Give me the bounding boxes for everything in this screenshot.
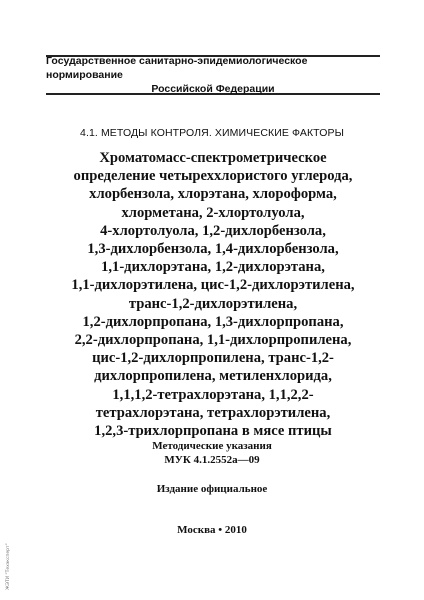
title-line: 1,2-дихлорпропана, 1,3-дихлорпропана, [82, 313, 344, 330]
title-line: хлорбензола, хлорэтана, хлороформа, [89, 186, 337, 203]
document-title [30, 149, 396, 440]
guidelines-label: Методические указания [152, 440, 272, 452]
title-line: 1,2,3-трихлорпропана в мясе птицы [94, 423, 332, 440]
watermark-text: ЖЭТИ "Техэксперт" [6, 543, 11, 590]
section-heading: 4.1. МЕТОДЫ КОНТРОЛЯ. ХИМИЧЕСКИЕ ФАКТОРЫ [80, 127, 344, 139]
title-line: определение четыреххлористого углерода, [73, 168, 353, 185]
header-line-1: Государственное санитарно-эпидемиологическое нормирование [46, 55, 308, 81]
title-line: 2,2-дихлорпропана, 1,1-дихлорпропилена, [74, 332, 352, 349]
guidelines-block [0, 439, 424, 467]
title-line: 1,1-дихлорэтана, 1,2-дихлорэтана, [101, 259, 325, 276]
header-line-2: Российской Федерации [151, 83, 275, 95]
document-code: МУК 4.1.2552а—09 [164, 454, 260, 466]
title-line: тетрахлорэтана, тетрахлорэтилена, [95, 404, 331, 421]
title-line: цис-1,2-дихлорпропилена, транс-1,2- [92, 350, 334, 367]
header-box [46, 55, 380, 95]
edition-label: Издание официальное [156, 483, 268, 495]
title-line: Хроматомасс-спектрометрическое [99, 150, 327, 166]
title-line: дихлорпропилена, метиленхлорида, [94, 368, 332, 385]
title-line: 1,1,1,2-тетрахлорэтана, 1,1,2,2- [112, 386, 314, 403]
city-year: Москва • 2010 [177, 524, 247, 536]
title-line: транс-1,2-дихлорэтилена, [128, 295, 298, 312]
title-line: 1,3-дихлорбензола, 1,4-дихлорбензола, [87, 241, 339, 258]
title-line: хлорметана, 2-хлортолуола, [121, 204, 305, 221]
title-line: 4-хлортолуола, 1,2-дихлорбензола, [100, 222, 326, 239]
title-line: 1,1-дихлорэтилена, цис-1,2-дихлорэтилена, [71, 277, 355, 294]
